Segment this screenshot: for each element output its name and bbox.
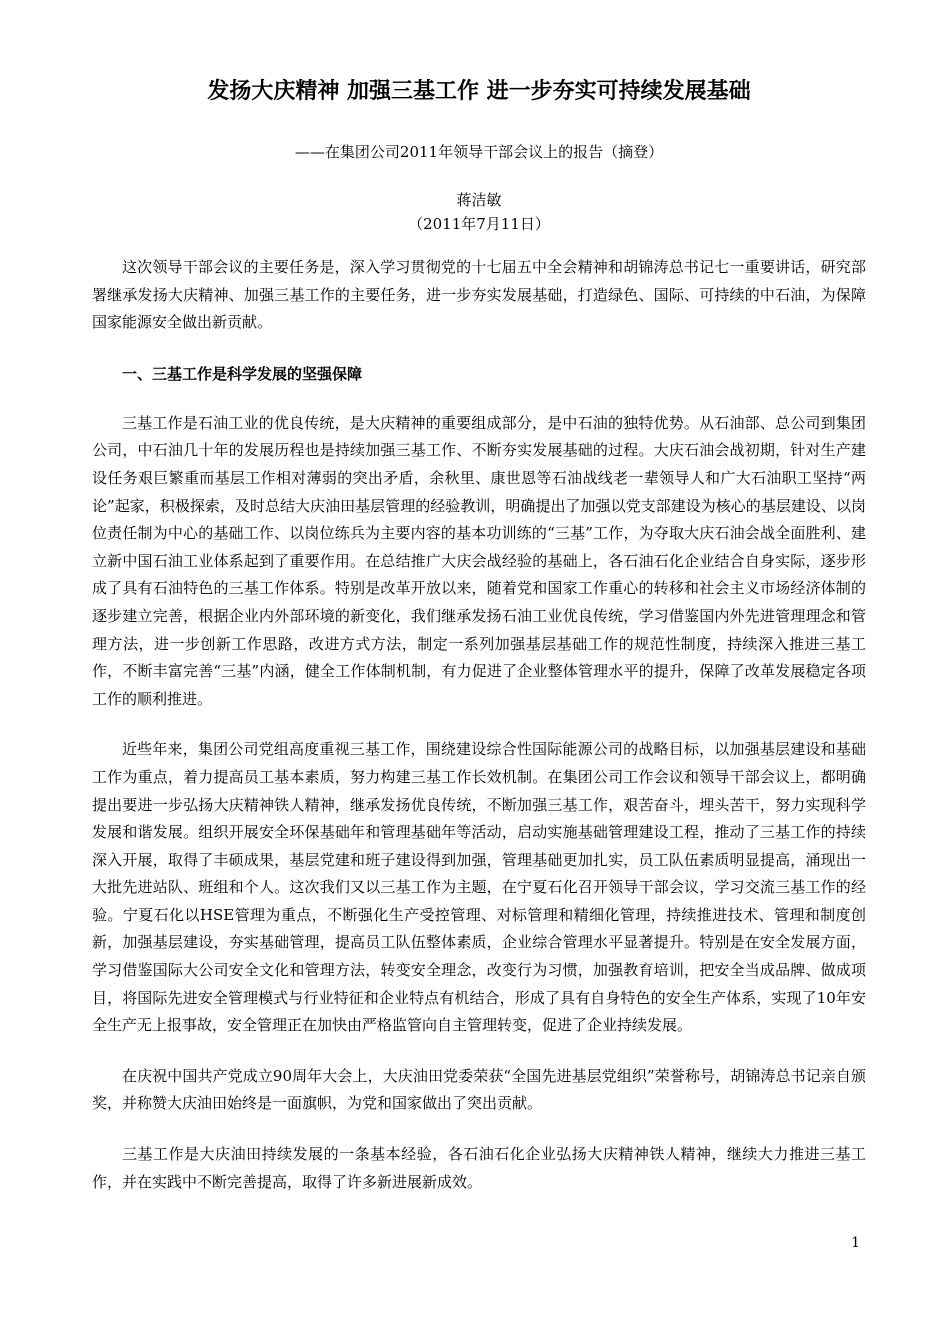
body-paragraph: 在庆祝中国共产党成立90周年大会上，大庆油田党委荣获“全国先进基层党组织”荣誉称号，胡锦涛总书记亲自颁奖，并称赞大庆油田始终是一面旗帜，为党和国家做出了突出贡献。	[92, 1066, 866, 1113]
body-paragraph: 近些年来，集团公司党组高度重视三基工作，围绕建设综合性国际能源公司的战略目标，以加强基层建设和基础工作为重点，着力提高员工基本素质，努力构建三基工作长效机制。在集团公司工作会议和领导干部会议上，都明确提出要进一步弘扬大庆精神铁人精神，继承发扬优良传统，不断加强三基工作，艰苦奋斗，埋头苦干，努力实现科学发展和谐发展。组织开展安全环保基础年和管理基础年等活动，启动实施基础管理建设工程，推动了三基工作的持续深入开展，取得了丰硕成果，基层党建和班子建设得到加强，管理基础更加扎实，员工队伍素质明显提高，涌现出一大批先进站队、班组和个人。这次我们又以三基工作为主题，在宁夏石化召开领导干部会议，学习交流三基工作的经验。宁夏石化以HSE管理为重点，不断强化生产受控管理、对标管理和精细化管理，持续推进技术、管理和制度创新，加强基层建设，夯实基础管理，提高员工队伍整体素质，企业综合管理水平显著提升。特别是在安全发展方面，学习借鉴国际大公司安全文化和管理方法，转变安全理念，改变行为习惯，加强教育培训，把安全当成品牌、做成项目，将国际先进安全管理模式与行业特征和企业特点有机结合，形成了具有自身特色的安全生产体系，实现了10年安全生产无上报事故，安全管理正在加快由严格监管向自主管理转变，促进了企业持续发展。	[92, 740, 866, 1035]
author-name: 蒋洁敏	[456, 191, 502, 209]
document-subtitle: ——在集团公司2011年领导干部会议上的报告（摘登）	[294, 143, 664, 161]
document-page	[92, 72, 866, 1219]
section-heading: 一、三基工作是科学发展的坚强保障	[122, 364, 363, 383]
body-paragraph: 三基工作是石油工业的优良传统，是大庆精神的重要组成部分，是中石油的独特优势。从石油部、总公司到集团公司，中石油几十年的发展历程也是持续加强三基工作、不断夯实发展基础的过程。大庆石油会战初期，针对生产建设任务艰巨繁重而基层工作相对薄弱的突出矛盾，余秋里、康世恩等石油战线老一辈领导人和广大石油职工坚持“两论”起家，积极探索，及时总结大庆油田基层管理的经验教训，明确提出了加强以党支部建设为核心的基层建设、以岗位责任制为中心的基础工作、以岗位练兵为主要内容的基本功训练的“三基”工作，为夺取大庆石油会战全面胜利、建立新中国石油工业体系起到了重要作用。在总结推广大庆会战经验的基础上，各石油石化企业结合自身实际，逐步形成了具有石油特色的三基工作体系。特别是改革开放以来，随着党和国家工作重心的转移和社会主义市场经济体制的逐步建立完善，根据企业内外部环境的新变化，我们继承发扬石油工业优良传统，学习借鉴国内外先进管理理念和管理方法，进一步创新工作思路，改进方式方法，制定一系列加强基层基础工作的规范性制度，持续深入推进三基工作，不断丰富完善“三基”内涵，健全工作体制机制，有力促进了企业整体管理水平的提升，保障了改革发展稳定各项工作的顺利推进。	[92, 413, 866, 708]
document-title: 发扬大庆精神 加强三基工作 进一步夯实可持续发展基础	[207, 79, 751, 104]
page-number: 1	[851, 1235, 860, 1251]
report-date: （2011年7月11日）	[408, 215, 550, 233]
intro-paragraph: 这次领导干部会议的主要任务是，深入学习贯彻党的十七届五中全会精神和胡锦涛总书记七一重要讲话，研究部署继承发扬大庆精神、加强三基工作的主要任务，进一步夯实发展基础，打造绿色、国际、可持续的中石油，为保障国家能源安全做出新贡献。	[92, 258, 866, 332]
body-paragraph: 三基工作是大庆油田持续发展的一条基本经验，各石油石化企业弘扬大庆精神铁人精神，继续大力推进三基工作，并在实践中不断完善提高，取得了许多新进展新成效。	[92, 1145, 866, 1191]
